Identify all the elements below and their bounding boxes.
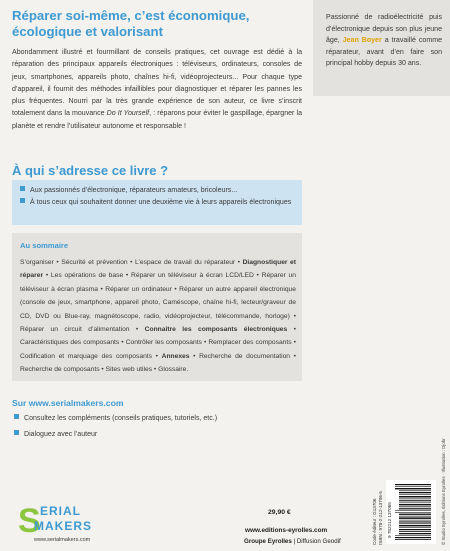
credits: © Studio Eyrolles, Éditions Eyrolles · Illustration : Djohr: [441, 438, 446, 545]
price: 29,90 €: [268, 509, 291, 516]
audience-item-text: Aux passionnés d’électronique, réparateurs amateurs, bricoleurs...: [30, 187, 238, 194]
barcode: [386, 480, 436, 544]
summary-text: [20, 256, 296, 377]
website-item-text: Consultez les compléments (conseils pratiques, tutoriels, etc.): [24, 415, 218, 422]
summary-b2: Connaître les composants électroniques: [144, 326, 288, 334]
summary-t1: S’organiser • Sécurité et prévention • L’espace de travail du réparateur •: [20, 259, 243, 266]
summary-t4: • Recherche de documentation • Recherche de composants • Sites web utiles • Glossaire.: [20, 352, 296, 374]
audience-item: [20, 185, 296, 196]
intro-paragraph: [12, 47, 302, 133]
audience-item: [20, 197, 296, 208]
website-item: [14, 430, 97, 438]
summary-t3: • Caractéristiques des composants • Contrôler les composants • Remplacer des composants • Codification et marquage des composants •: [20, 326, 296, 360]
summary-heading: Au sommaire: [20, 241, 69, 250]
main-column: [12, 8, 302, 133]
logo-line-2: MAKERS: [34, 519, 93, 533]
summary-box: [12, 233, 302, 381]
logo-url: www.serialmakers.com: [34, 537, 91, 543]
serialmakers-logo: [18, 500, 128, 545]
intro-text-2: , : réparons pour éviter le gaspillage, épargner la planète et rendre l’utilisateur autonome et responsable !: [12, 110, 302, 130]
distributor: | Diffusion Geodif: [291, 538, 341, 545]
isbn-block: [372, 491, 384, 545]
title-line-1: Réparer soi-même, c’est économique,: [12, 8, 250, 23]
author-bio-1: Passionné de radioélectricité puis d’électronique depuis son plus jeune âge,: [326, 14, 442, 45]
summary-b1: Diagnostiquer et réparer: [20, 259, 296, 280]
audience-box: [12, 180, 302, 225]
intro-text-1: Abondamment illustré et fourmillant de conseils pratiques, cet ouvrage est dédié à la réparation des principaux appareils électroniques : téléviseurs, ordinateurs, consoles de jeux, smartphones, appareils photo, chaînes hi-fi, vidéoprojecteurs... Pour chaque type d’appareil, il fournit des méthodes infaillibles pour diagnostiquer et réparer les pannes les plus fréquentes. Nourri par la très grande expérience de son auteur, ce livre s’inscrit totalement dans la mouvance: [12, 49, 302, 118]
intro-italic: Do It Yourself: [106, 110, 150, 118]
author-bio-2: a travaillé comme réparateur, avant d’en faire son principal hobby depuis 30 ans.: [326, 37, 442, 68]
website-heading: Sur www.serialmakers.com: [12, 398, 124, 408]
audience-item-text: À tous ceux qui souhaitent donner une deuxième vie à leurs appareils électroniques: [30, 199, 292, 206]
bullet-square-icon: [14, 430, 19, 435]
publisher-name: Groupe Eyrolles: [244, 538, 292, 545]
website-item-text: Dialoguez avec l’auteur: [24, 431, 98, 438]
logo-big-s: S: [18, 502, 41, 540]
audience-heading: À qui s’adresse ce livre ?: [12, 163, 169, 178]
publisher-line: [244, 538, 341, 545]
barcode-icon: [395, 484, 431, 540]
title-line-2: écologique et valorisant: [12, 24, 163, 39]
barcode-digits: 9 782212 137065: [387, 502, 392, 538]
code-editeur: Code éditeur : G13706: [372, 498, 377, 545]
isbn: ISBN : 978-2-212-13706-5: [378, 491, 383, 545]
bullet-square-icon: [20, 198, 25, 203]
summary-t2: • Les opérations de base • Réparer un téléviseur à écran LCD/LED • Réparer un téléviseur à écran plasma • Réparer un ordinateur • Réparer un autre appareil électronique (console de jeux, smartphone, appareil photo, Caméscope, chaîne hi-fi, lecteur/graveur de CD, DVD ou Blue-ray, magnétoscope, radio, vidéoprojecteur, télécommande, horloge) • Réparer un circuit d’alimentation •: [20, 272, 296, 334]
author-bio: [326, 12, 442, 70]
author-name: Jean Boyer: [342, 37, 382, 45]
summary-b3: Annexes: [161, 352, 190, 360]
bullet-square-icon: [20, 186, 25, 191]
website-item: [14, 414, 217, 422]
publisher-website: www.editions-eyrolles.com: [245, 527, 328, 534]
logo-graphic: [18, 500, 128, 545]
cover-title: [12, 8, 302, 40]
logo-line-1: ERIAL: [40, 504, 81, 518]
author-box: [313, 0, 450, 96]
bullet-square-icon: [14, 414, 19, 419]
